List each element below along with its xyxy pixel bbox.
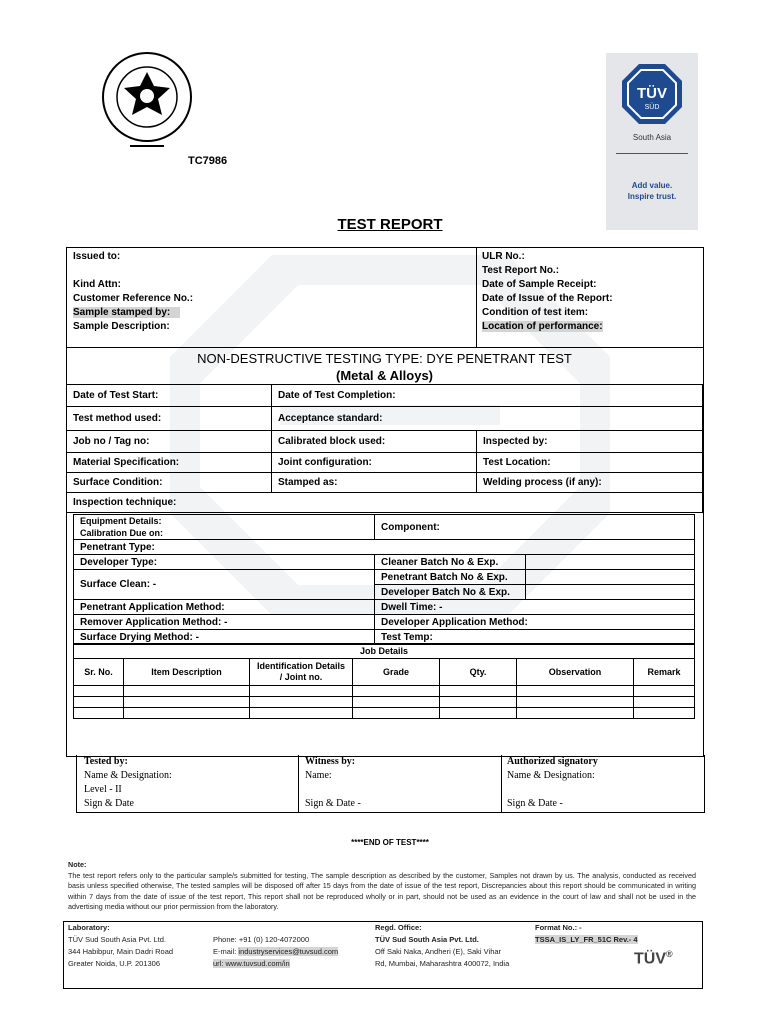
brand-region: South Asia bbox=[632, 133, 672, 142]
table-cell bbox=[74, 686, 124, 697]
equipment-row bbox=[74, 555, 695, 570]
col-header: Remark bbox=[634, 659, 695, 686]
details-row bbox=[67, 407, 703, 431]
col-header: Qty. bbox=[440, 659, 517, 686]
footer-regd bbox=[375, 922, 509, 970]
col-header: Observation bbox=[517, 659, 634, 686]
equipment-row bbox=[74, 600, 695, 615]
calibration-due-label: Calibration Due on: bbox=[80, 528, 163, 538]
brand-tagline-1: Add value. bbox=[631, 181, 673, 190]
ulr-no-label: ULR No.: bbox=[482, 251, 525, 262]
job-details-title-row bbox=[74, 644, 695, 659]
format-number: TSSA_IS_LY_FR_51C Rev.- 4 bbox=[535, 935, 638, 944]
footer-contact bbox=[213, 934, 338, 970]
report-title: TEST REPORT bbox=[337, 216, 443, 233]
equipment-row bbox=[74, 615, 695, 630]
blank-line bbox=[305, 783, 361, 797]
note-text: The test report refers only to the particular sample/s submitted for testing, The sample description as described by the customer, Samples not drawn by us. The analysis, conducted as received basis unless specified otherwise, The tested samples will be disposed off after 15 days from the date of issue of the test report, Discrepancies about this report should be communicated in writing within 7 days from the date of issue of the test report, This report shall not be reproduced wholly or in part, should not be used as an evidence in the court of law and shall not be used in the advertising media without our prior permission from the laboratory. bbox=[68, 870, 696, 911]
developer-batch-cell: Developer Batch No & Exp. bbox=[375, 585, 526, 600]
test-method-cell: Test method used: bbox=[67, 407, 272, 431]
table-cell bbox=[250, 708, 353, 719]
penetrant-type-cell: Penetrant Type: bbox=[74, 540, 695, 555]
equipment-row bbox=[74, 540, 695, 555]
job-no-cell: Job no / Tag no: bbox=[67, 431, 272, 453]
table-cell bbox=[353, 708, 440, 719]
table-cell bbox=[517, 686, 634, 697]
blank-line bbox=[507, 783, 598, 797]
note-section bbox=[68, 860, 696, 913]
table-cell bbox=[124, 697, 250, 708]
inspected-by-cell: Inspected by: bbox=[477, 431, 703, 453]
cleaner-batch-value bbox=[526, 555, 695, 570]
surface-drying-cell: Surface Drying Method: - bbox=[74, 630, 375, 645]
tested-by-label: Tested by: bbox=[84, 756, 128, 767]
surface-condition-cell: Surface Condition: bbox=[67, 473, 272, 493]
table-cell bbox=[353, 697, 440, 708]
table-cell bbox=[634, 686, 695, 697]
issue-left-block bbox=[73, 250, 193, 334]
table-cell bbox=[634, 697, 695, 708]
section-title-line-2: (Metal & Alloys) bbox=[335, 368, 434, 383]
table-cell bbox=[124, 708, 250, 719]
blank-line bbox=[73, 264, 193, 278]
col-header: Grade bbox=[353, 659, 440, 686]
regd-addr1: Off Saki Naka, Andheri (E), Saki Vihar bbox=[375, 947, 502, 956]
condition-test-item-label: Condition of test item: bbox=[482, 307, 589, 318]
col-header: Sr. No. bbox=[74, 659, 124, 686]
location-of-performance-label: Location of performance: bbox=[482, 321, 603, 332]
table-cell bbox=[74, 708, 124, 719]
lab-label: Laboratory: bbox=[68, 923, 110, 932]
table-cell bbox=[517, 697, 634, 708]
details-table bbox=[66, 384, 703, 513]
details-row bbox=[67, 431, 703, 453]
brand-panel bbox=[606, 53, 698, 230]
equipment-table bbox=[73, 514, 695, 645]
svg-text:TÜV: TÜV bbox=[637, 85, 667, 102]
customer-reference-label: Customer Reference No.: bbox=[73, 293, 194, 304]
test-report-no-label: Test Report No.: bbox=[482, 265, 560, 276]
table-cell bbox=[353, 686, 440, 697]
witness-by-label: Witness by: bbox=[305, 756, 356, 767]
equipment-row bbox=[74, 570, 695, 585]
tuv-logo-icon bbox=[621, 63, 683, 125]
footer bbox=[63, 921, 703, 989]
table-row bbox=[74, 708, 695, 719]
table-cell bbox=[634, 708, 695, 719]
lab-name: TÜV Sud South Asia Pvt. Ltd. bbox=[68, 935, 166, 944]
authorized-label: Authorized signatory bbox=[507, 756, 598, 767]
footer-logo-text: TÜV bbox=[634, 950, 666, 968]
footer-logo bbox=[634, 948, 673, 968]
remover-method-cell: Remover Application Method: - bbox=[74, 615, 375, 630]
note-label: Note: bbox=[68, 860, 87, 869]
witness-sign-label: Sign & Date - bbox=[305, 798, 361, 809]
authorized-section bbox=[507, 755, 598, 811]
col-header: Identification Details / Joint no. bbox=[250, 659, 353, 686]
test-location-cell: Test Location: bbox=[477, 453, 703, 473]
brand-tagline-2: Inspire trust. bbox=[627, 192, 677, 201]
regd-label: Regd. Office: bbox=[375, 923, 422, 932]
calibrated-block-cell: Calibrated block used: bbox=[272, 431, 477, 453]
table-cell bbox=[250, 686, 353, 697]
sample-description-label: Sample Description: bbox=[73, 321, 170, 332]
stamped-as-cell: Stamped as: bbox=[272, 473, 477, 493]
footer-format bbox=[535, 922, 638, 946]
registered-mark: ® bbox=[666, 949, 673, 959]
joint-config-cell: Joint configuration: bbox=[272, 453, 477, 473]
signature-block bbox=[76, 755, 705, 813]
lab-addr2: Greater Noida, U.P. 201306 bbox=[68, 959, 161, 968]
issue-bottom-line bbox=[66, 347, 703, 348]
brand-divider bbox=[616, 153, 688, 154]
date-of-issue-label: Date of Issue of the Report: bbox=[482, 293, 613, 304]
dwell-time-cell: Dwell Time: - bbox=[375, 600, 695, 615]
job-details-title: Job Details bbox=[74, 644, 695, 659]
tested-sign-label: Sign & Date bbox=[84, 798, 134, 809]
email-link[interactable]: industryservices@tuvsud.com bbox=[238, 947, 339, 956]
developer-method-cell: Developer Application Method: bbox=[375, 615, 695, 630]
table-row bbox=[74, 697, 695, 708]
auth-name-label: Name & Designation: bbox=[507, 770, 595, 781]
section-title bbox=[66, 350, 703, 384]
table-cell bbox=[440, 686, 517, 697]
equipment-details-label: Equipment Details: bbox=[80, 516, 162, 526]
component-cell: Component: bbox=[375, 515, 695, 540]
certification-emblem-icon bbox=[100, 50, 194, 150]
welding-process-cell: Welding process (if any): bbox=[477, 473, 703, 493]
table-cell bbox=[124, 686, 250, 697]
details-row bbox=[67, 453, 703, 473]
inspection-technique-cell: Inspection technique: bbox=[67, 493, 703, 513]
developer-type-cell: Developer Type: bbox=[74, 555, 375, 570]
tested-level-label: Level - II bbox=[84, 784, 122, 795]
issue-right-block bbox=[482, 250, 613, 334]
witness-name-label: Name: bbox=[305, 770, 332, 781]
regd-name: TÜV Sud South Asia Pvt. Ltd. bbox=[375, 935, 479, 944]
kind-attn-label: Kind Attn: bbox=[73, 279, 121, 290]
regd-addr2: Rd, Mumbai, Maharashtra 400072, India bbox=[375, 959, 510, 968]
test-temp-cell: Test Temp: bbox=[375, 630, 695, 645]
equipment-row bbox=[74, 515, 695, 540]
signature-divider bbox=[501, 755, 502, 812]
end-of-test: ****END OF TEST**** bbox=[351, 838, 429, 847]
sample-stamped-label: Sample stamped by: bbox=[73, 307, 180, 318]
developer-batch-value bbox=[526, 585, 695, 600]
surface-clean-cell: Surface Clean: - bbox=[74, 570, 375, 600]
tested-by-section bbox=[84, 755, 172, 811]
table-cell bbox=[517, 708, 634, 719]
penetrant-batch-value bbox=[526, 570, 695, 585]
section-title-line-1: NON-DESTRUCTIVE TESTING TYPE: DYE PENETRANT TEST bbox=[197, 351, 572, 366]
witness-section bbox=[305, 755, 361, 811]
details-row bbox=[67, 385, 703, 407]
signature-divider bbox=[298, 755, 299, 812]
acceptance-cell: Acceptance standard: bbox=[272, 407, 703, 431]
svg-text:SÜD: SÜD bbox=[644, 104, 660, 111]
job-details-header-row bbox=[74, 659, 695, 686]
date-completion-cell: Date of Test Completion: bbox=[272, 385, 703, 407]
table-cell bbox=[440, 708, 517, 719]
table-cell bbox=[440, 697, 517, 708]
issue-divider bbox=[476, 247, 477, 347]
penetrant-method-cell: Penetrant Application Method: bbox=[74, 600, 375, 615]
table-cell bbox=[250, 697, 353, 708]
date-sample-receipt-label: Date of Sample Receipt: bbox=[482, 279, 597, 290]
penetrant-batch-cell: Penetrant Batch No & Exp. bbox=[375, 570, 526, 585]
auth-sign-label: Sign & Date - bbox=[507, 798, 563, 809]
table-cell bbox=[74, 697, 124, 708]
tested-name-label: Name & Designation: bbox=[84, 770, 172, 781]
col-header: Item Description bbox=[124, 659, 250, 686]
details-row bbox=[67, 493, 703, 513]
details-row bbox=[67, 473, 703, 493]
date-start-cell: Date of Test Start: bbox=[67, 385, 272, 407]
phone: Phone: +91 (0) 120-4072000 bbox=[213, 935, 310, 944]
table-row bbox=[74, 686, 695, 697]
url-link[interactable]: url: www.tuvsud.com/in bbox=[213, 959, 290, 968]
equipment-cell bbox=[74, 515, 375, 540]
format-label: Format No.: - bbox=[535, 923, 582, 932]
job-details-table bbox=[73, 643, 695, 719]
lab-addr1: 344 Habibpur, Main Dadri Road bbox=[68, 947, 174, 956]
email-label: E-mail: bbox=[213, 947, 239, 956]
footer-lab bbox=[68, 922, 173, 970]
material-spec-cell: Material Specification: bbox=[67, 453, 272, 473]
cleaner-batch-cell: Cleaner Batch No & Exp. bbox=[375, 555, 526, 570]
issued-to-label: Issued to: bbox=[73, 251, 121, 262]
tc-number: TC7986 bbox=[188, 155, 228, 167]
